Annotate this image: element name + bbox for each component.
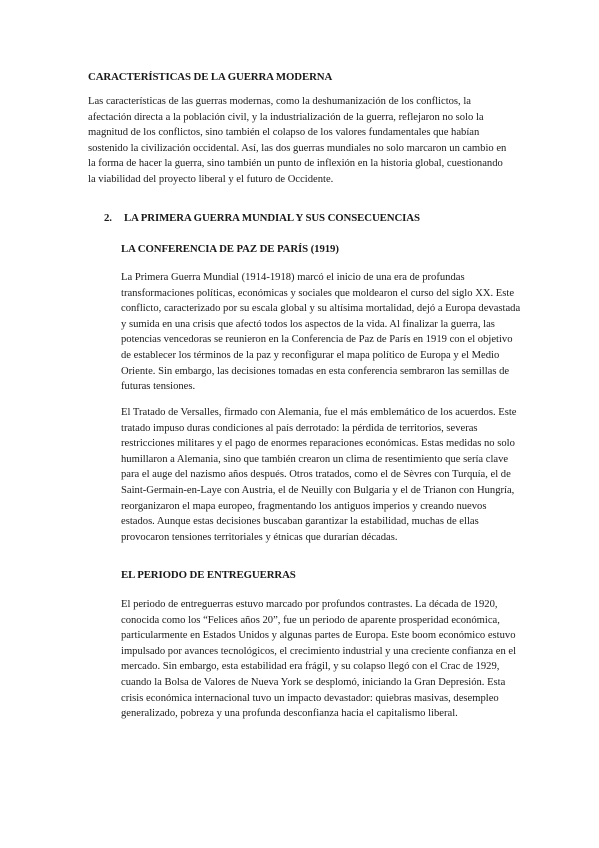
paragraph-conferencia-2: El Tratado de Versalles, firmado con Alemania, fue el más emblemático de los acuerdos. Este tratado impuso duras condiciones al país derrotado: la pérdida de territorios, severas restricciones militares y el pago de enormes reparaciones económicas. Estas medidas no solo humillaron a Alemania, sino que también crearon un clima de resentimiento que sería clave para el auge del nazismo años después. Otros tratados, como el de Sèvres con Turquía, el de Saint-Germain-en-Laye con Austria, el de Neuilly con Bulgaria y el de Trianon con Hungría, reorganizaron el mapa europeo, fragmentando los antiguos imperios y creando nuevos estados. Aunque estas decisiones buscaban garantizar la estabilidad, muchas de ellas provocaron tensiones territoriales y étnicas que durarían décadas. <box>121 407 517 543</box>
paragraph-entreguerras-1: El periodo de entreguerras estuvo marcado por profundos contrastes. La década de 1920, conocida como los “Felices años 20”, fue un periodo de aparente prosperidad económica, particularmente en Estados Unidos y algunas partes de Europa. Este boom económico estuvo impulsado por avances tecnológicos, el crecimiento industrial y una creciente confianza en el mercado. Sin embargo, esta estabilidad era frágil, y su colapso llegó con el Crac de 1929, cuando la Bolsa de Valores de Nueva York se desplomó, iniciando la Gran Depresión. Esta crisis económica internacional tuvo un impacto devastador: quiebras masivas, desempleo generalizado, pobreza y una profunda desconfianza hacia el capitalismo liberal. <box>121 599 517 720</box>
paragraph-guerra-moderna: Las características de las guerras modernas, como la deshumanización de los conflictos, la afectación directa a la población civil, y la industrialización de la guerra, reflejaron no solo la magnitud de los conflictos, sino también el colapso de los valores fundamentales que habían sostenido la civilización occidental. Así, las dos guerras mundiales no solo marcaron un cambio en la forma de hacer la guerra, sino también un punto de inflexión en la historia global, cuestionando la viabilidad del proyecto liberal y el futuro de Occidente. <box>88 96 507 185</box>
section-number: 2. <box>104 212 112 224</box>
section-heading-primera-guerra <box>104 211 420 225</box>
subsection-heading-conferencia-paz: LA CONFERENCIA DE PAZ DE PARÍS (1919) <box>121 243 339 255</box>
section-title: LA PRIMERA GUERRA MUNDIAL Y SUS CONSECUENCIAS <box>124 212 420 224</box>
paragraph-conferencia-1: La Primera Guerra Mundial (1914-1918) marcó el inicio de una era de profundas transformaciones políticas, económicas y sociales que moldearon el curso del siglo XX. Este conflicto, caracterizado por su escala global y su altísima mortalidad, dejó a Europa devastada y sumida en una crisis que afectó todos los aspectos de la vida. Al finalizar la guerra, las potencias vencedoras se reunieron en la Conferencia de Paz de París en 1919 con el objetivo de establecer los términos de la paz y reconfigurar el mapa político de Europa y el Medio Oriente. Sin embargo, las decisiones tomadas en esta conferencia sembraron las semillas de futuras tensiones. <box>121 272 521 393</box>
subsection-heading-entreguerras: EL PERIODO DE ENTREGUERRAS <box>121 569 296 581</box>
section-heading-guerra-moderna: CARACTERÍSTICAS DE LA GUERRA MODERNA <box>88 71 333 83</box>
